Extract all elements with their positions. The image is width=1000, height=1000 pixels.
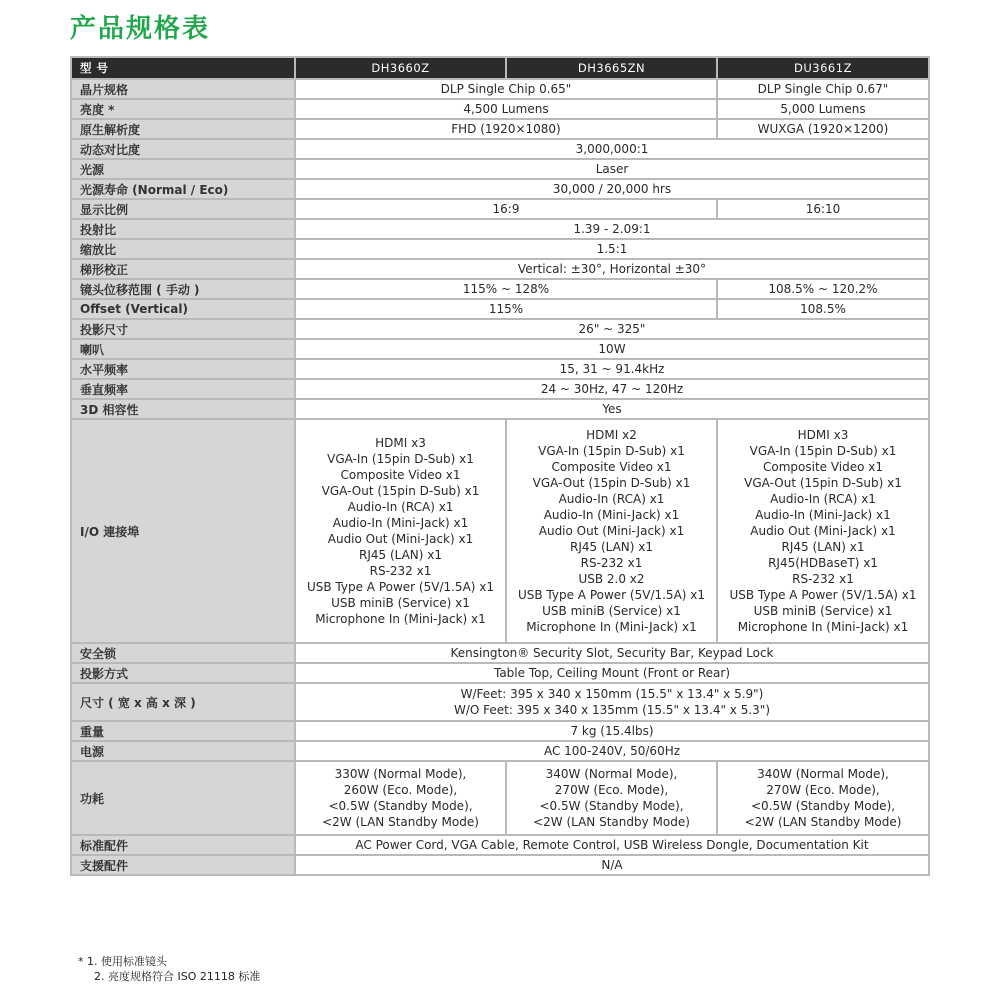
row-value: 7 kg (15.4lbs) [295,721,929,741]
row-value: Kensington® Security Slot, Security Bar, Keypad Lock [295,643,929,663]
row-value: 30,000 / 20,000 hrs [295,179,929,199]
row-value: 3,000,000:1 [295,139,929,159]
io-item: USB Type A Power (5V/1.5A) x1 [306,580,495,594]
io-item: Composite Video x1 [551,460,672,474]
footnotes [78,954,260,984]
io-item: Microphone In (Mini-Jack) x1 [737,620,909,634]
io-item: Composite Video x1 [762,460,884,474]
row-zoom [71,239,929,259]
io-item: HDMI x3 [375,436,426,450]
footnote-1: * 1. 使用标准镜头 [78,955,167,968]
io-item: Microphone In (Mini-Jack) x1 [526,620,697,634]
io-item: VGA-Out (15pin D-Sub) x1 [744,476,902,490]
consumption-line: <0.5W (Standby Mode), [328,799,473,813]
row-label: 镜头位移范围 ( 手动 ) [71,279,295,299]
consumption-1 [295,761,506,835]
io-item: RS-232 x1 [792,572,854,586]
row-label: 尺寸 ( 宽 x 高 x 深 ) [71,683,295,721]
io-item: Audio-In (RCA) x1 [770,492,876,506]
row-contrast [71,139,929,159]
row-speaker [71,339,929,359]
consumption-line: 340W (Normal Mode), [757,767,889,781]
row-label: 亮度 * [71,99,295,119]
page-title: 产品规格表 [70,14,211,44]
consumption-line: 330W (Normal Mode), [334,767,467,781]
footnote-2: 2. 亮度规格符合 ISO 21118 标准 [94,970,261,983]
row-label: 水平频率 [71,359,295,379]
io-item: USB 2.0 x2 [578,572,645,586]
io-list-1 [295,419,506,643]
row-label: 电源 [71,741,295,761]
model-3: DU3661Z [717,57,929,79]
row-power-consumption [71,761,929,835]
io-item: VGA-In (15pin D-Sub) x1 [327,452,474,466]
row-standard-accessories [71,835,929,855]
row-label: 动态对比度 [71,139,295,159]
row-value: 15, 31 ~ 91.4kHz [295,359,929,379]
io-item: RJ45 (LAN) x1 [781,540,865,554]
row-value: 16:9 [295,199,717,219]
row-label: 垂直频率 [71,379,295,399]
row-value: FHD (1920×1080) [295,119,717,139]
consumption-line: <0.5W (Standby Mode), [539,799,684,813]
consumption-line: <2W (LAN Standby Mode) [744,815,902,829]
io-item: VGA-In (15pin D-Sub) x1 [538,444,685,458]
io-item: USB Type A Power (5V/1.5A) x1 [517,588,706,602]
io-list-2 [506,419,717,643]
row-keystone [71,259,929,279]
row-optional-accessories [71,855,929,875]
row-value: 5,000 Lumens [717,99,929,119]
row-value: AC Power Cord, VGA Cable, Remote Control, USB Wireless Dongle, Documentation Kit [295,835,929,855]
row-installation [71,663,929,683]
row-value: 1.39 - 2.09:1 [295,219,929,239]
row-label: 投影方式 [71,663,295,683]
row-power-supply [71,741,929,761]
row-label: 投影尺寸 [71,319,295,339]
consumption-3 [717,761,929,835]
consumption-line: 270W (Eco. Mode), [766,783,880,797]
model-1: DH3660Z [295,57,506,79]
io-item: HDMI x3 [797,428,849,442]
row-value: Yes [295,399,929,419]
consumption-line: 340W (Normal Mode), [545,767,678,781]
consumption-line: 260W (Eco. Mode), [343,783,458,797]
row-label: 光源 [71,159,295,179]
dimension-line: W/O Feet: 395 x 340 x 135mm (15.5" x 13.4" x 5.3") [453,703,770,717]
spec-table [70,56,930,876]
row-lamp-life [71,179,929,199]
row-value: WUXGA (1920×1200) [717,119,929,139]
io-item: USB miniB (Service) x1 [753,604,893,618]
consumption-line: <0.5W (Standby Mode), [750,799,896,813]
row-value [295,683,929,721]
row-value: Vertical: ±30°, Horizontal ±30° [295,259,929,279]
row-value: AC 100-240V, 50/60Hz [295,741,929,761]
row-label: 标准配件 [71,835,295,855]
row-value: 26" ~ 325" [295,319,929,339]
row-value: DLP Single Chip 0.65" [295,79,717,99]
row-throw-ratio [71,219,929,239]
io-item: Audio-In (Mini-Jack) x1 [755,508,891,522]
row-label: I/O 連接埠 [71,419,295,643]
model-2: DH3665ZN [506,57,717,79]
row-value: 10W [295,339,929,359]
io-item: RJ45 (LAN) x1 [358,548,443,562]
header-row [71,57,929,79]
io-item: Microphone In (Mini-Jack) x1 [315,612,486,626]
row-brightness [71,99,929,119]
consumption-line: <2W (LAN Standby Mode) [322,815,479,829]
io-item: Composite Video x1 [340,468,461,482]
io-item: HDMI x2 [586,428,637,442]
row-label: 晶片规格 [71,79,295,99]
io-list-3 [717,419,929,643]
row-resolution [71,119,929,139]
io-item: Audio-In (RCA) x1 [347,500,454,514]
row-label: 重量 [71,721,295,741]
io-item: Audio-In (Mini-Jack) x1 [543,508,680,522]
io-item: Audio-In (RCA) x1 [558,492,665,506]
model-label: 型 号 [71,57,295,79]
row-value: 115% [295,299,717,319]
io-item: RJ45 (LAN) x1 [569,540,654,554]
consumption-2 [506,761,717,835]
row-label: 梯形校正 [71,259,295,279]
row-3d [71,399,929,419]
io-item: Audio Out (Mini-Jack) x1 [538,524,685,538]
row-light-source [71,159,929,179]
io-item: RS-232 x1 [369,564,432,578]
row-value: 4,500 Lumens [295,99,717,119]
io-item: RS-232 x1 [580,556,643,570]
io-item: RJ45(HDBaseT) x1 [768,556,878,570]
io-item: USB Type A Power (5V/1.5A) x1 [729,588,917,602]
row-value: N/A [295,855,929,875]
row-lens-shift [71,279,929,299]
row-io [71,419,929,643]
dimension-line: W/Feet: 395 x 340 x 150mm (15.5" x 13.4" x 5.9") [460,687,764,701]
io-item: Audio-In (Mini-Jack) x1 [332,516,469,530]
row-label: 缩放比 [71,239,295,259]
row-chip [71,79,929,99]
row-label: Offset (Vertical) [71,299,295,319]
row-label: 支援配件 [71,855,295,875]
io-item: Audio Out (Mini-Jack) x1 [327,532,474,546]
consumption-line: <2W (LAN Standby Mode) [533,815,690,829]
row-label: 光源寿命 (Normal / Eco) [71,179,295,199]
row-weight [71,721,929,741]
row-image-size [71,319,929,339]
row-offset [71,299,929,319]
row-label: 3D 相容性 [71,399,295,419]
io-item: VGA-Out (15pin D-Sub) x1 [321,484,480,498]
row-label: 喇叭 [71,339,295,359]
consumption-line: 270W (Eco. Mode), [554,783,669,797]
io-item: VGA-In (15pin D-Sub) x1 [749,444,897,458]
row-value: Table Top, Ceiling Mount (Front or Rear) [295,663,929,683]
row-label: 功耗 [71,761,295,835]
row-value: 108.5% ~ 120.2% [717,279,929,299]
row-value: 1.5:1 [295,239,929,259]
row-v-frequency [71,379,929,399]
row-value: 115% ~ 128% [295,279,717,299]
row-value: Laser [295,159,929,179]
row-value: 24 ~ 30Hz, 47 ~ 120Hz [295,379,929,399]
row-value: DLP Single Chip 0.67" [717,79,929,99]
row-label: 安全锁 [71,643,295,663]
row-aspect-ratio [71,199,929,219]
row-dimensions [71,683,929,721]
io-item: USB miniB (Service) x1 [542,604,681,618]
io-item: USB miniB (Service) x1 [331,596,470,610]
row-value: 16:10 [717,199,929,219]
row-h-frequency [71,359,929,379]
row-security-lock [71,643,929,663]
row-label: 原生解析度 [71,119,295,139]
io-item: Audio Out (Mini-Jack) x1 [750,524,896,538]
row-value: 108.5% [717,299,929,319]
row-label: 投射比 [71,219,295,239]
row-label: 显示比例 [71,199,295,219]
io-item: VGA-Out (15pin D-Sub) x1 [532,476,691,490]
